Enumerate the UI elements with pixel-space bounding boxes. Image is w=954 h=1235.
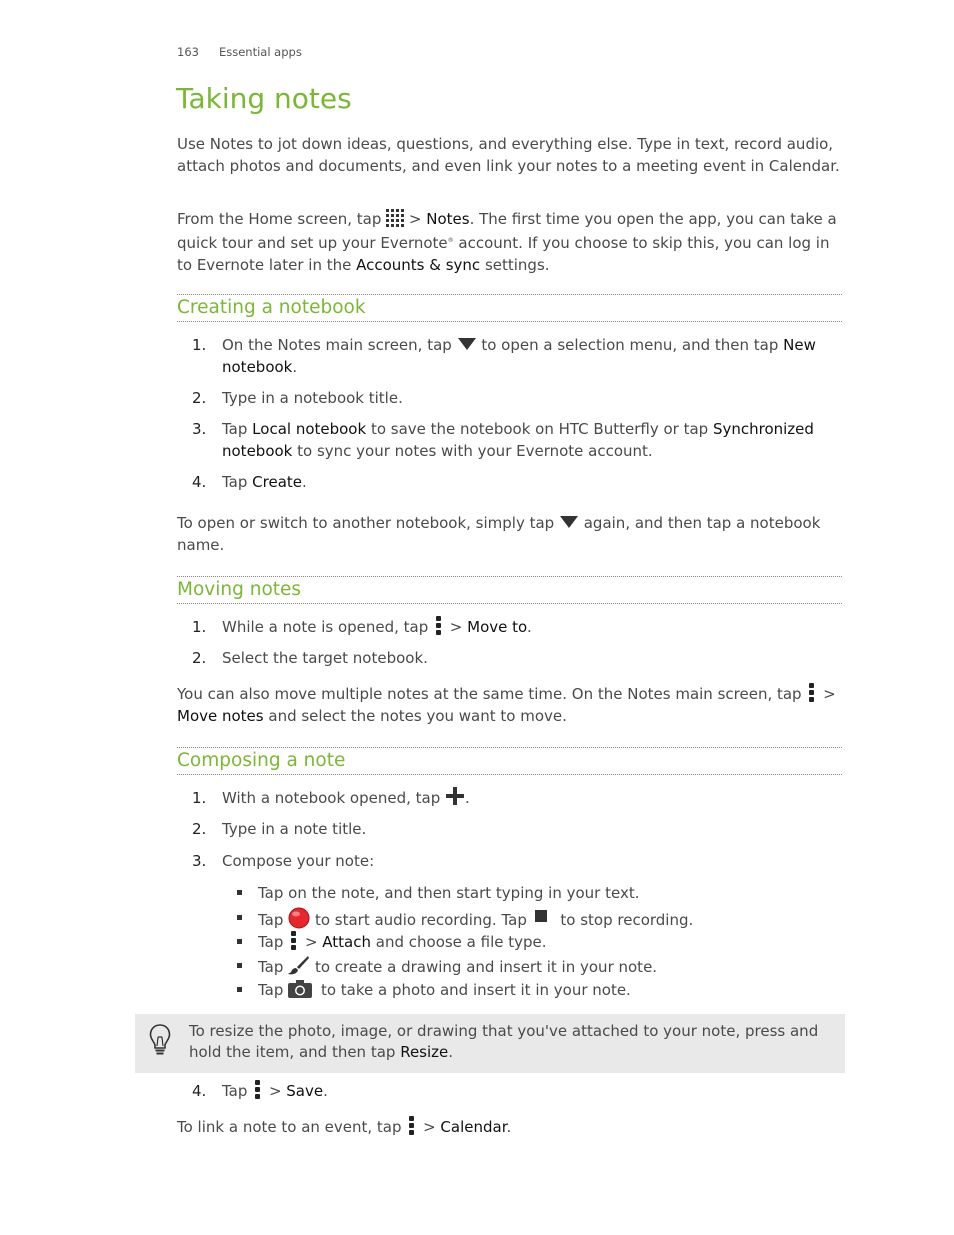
page-header <box>177 45 302 59</box>
page-title: Taking notes <box>176 82 352 115</box>
dropdown-triangle-icon <box>457 337 477 351</box>
home-paragraph: From the Home screen, tap > Notes. The first time you open the app, you can take a quick tour and set up your Evernote® account. If you choose to skip this, you can log in to Evernote later in the Accounts & sync settings. <box>177 210 837 274</box>
tip-box <box>135 1014 845 1073</box>
intro-paragraph: Use Notes to jot down ideas, questions, and everything else. Type in text, record audio, attach photos and documents, and even link your notes to a meeting event in Calendar. <box>177 135 840 175</box>
move-multiple-paragraph: You can also move multiple notes at the same time. On the Notes main screen, tap > Move notes and select the notes you want to move. <box>177 685 836 725</box>
tip-text: To resize the photo, image, or drawing that you've attached to your note, press and hold the item, and then tap Resize. <box>189 1022 819 1061</box>
camera-icon <box>288 980 312 998</box>
menu-kebab-icon <box>291 931 297 951</box>
lightbulb-icon <box>149 1024 171 1056</box>
plus-icon <box>445 787 465 805</box>
menu-kebab-icon <box>436 616 442 636</box>
stop-icon <box>534 909 548 923</box>
record-icon <box>288 907 310 929</box>
running-section: Essential apps <box>218 45 302 59</box>
creating-notebook-heading: Creating a notebook <box>177 294 842 322</box>
menu-kebab-icon <box>255 1080 261 1100</box>
menu-kebab-icon <box>809 683 815 703</box>
switch-notebook-paragraph: To open or switch to another notebook, simply tap again, and then tap a notebook name. <box>177 514 821 554</box>
all-apps-grid-icon <box>386 209 404 227</box>
moving-notes-heading: Moving notes <box>177 576 842 604</box>
menu-kebab-icon <box>409 1116 415 1136</box>
page-number: 163 <box>177 45 199 59</box>
dropdown-triangle-icon <box>559 515 579 529</box>
accounts-sync-label: Accounts & sync <box>356 256 481 274</box>
notes-label: Notes <box>426 210 470 228</box>
composing-note-heading: Composing a note <box>177 747 842 775</box>
link-event-paragraph: To link a note to an event, tap > Calendar. <box>177 1118 512 1136</box>
brush-icon <box>288 955 310 975</box>
